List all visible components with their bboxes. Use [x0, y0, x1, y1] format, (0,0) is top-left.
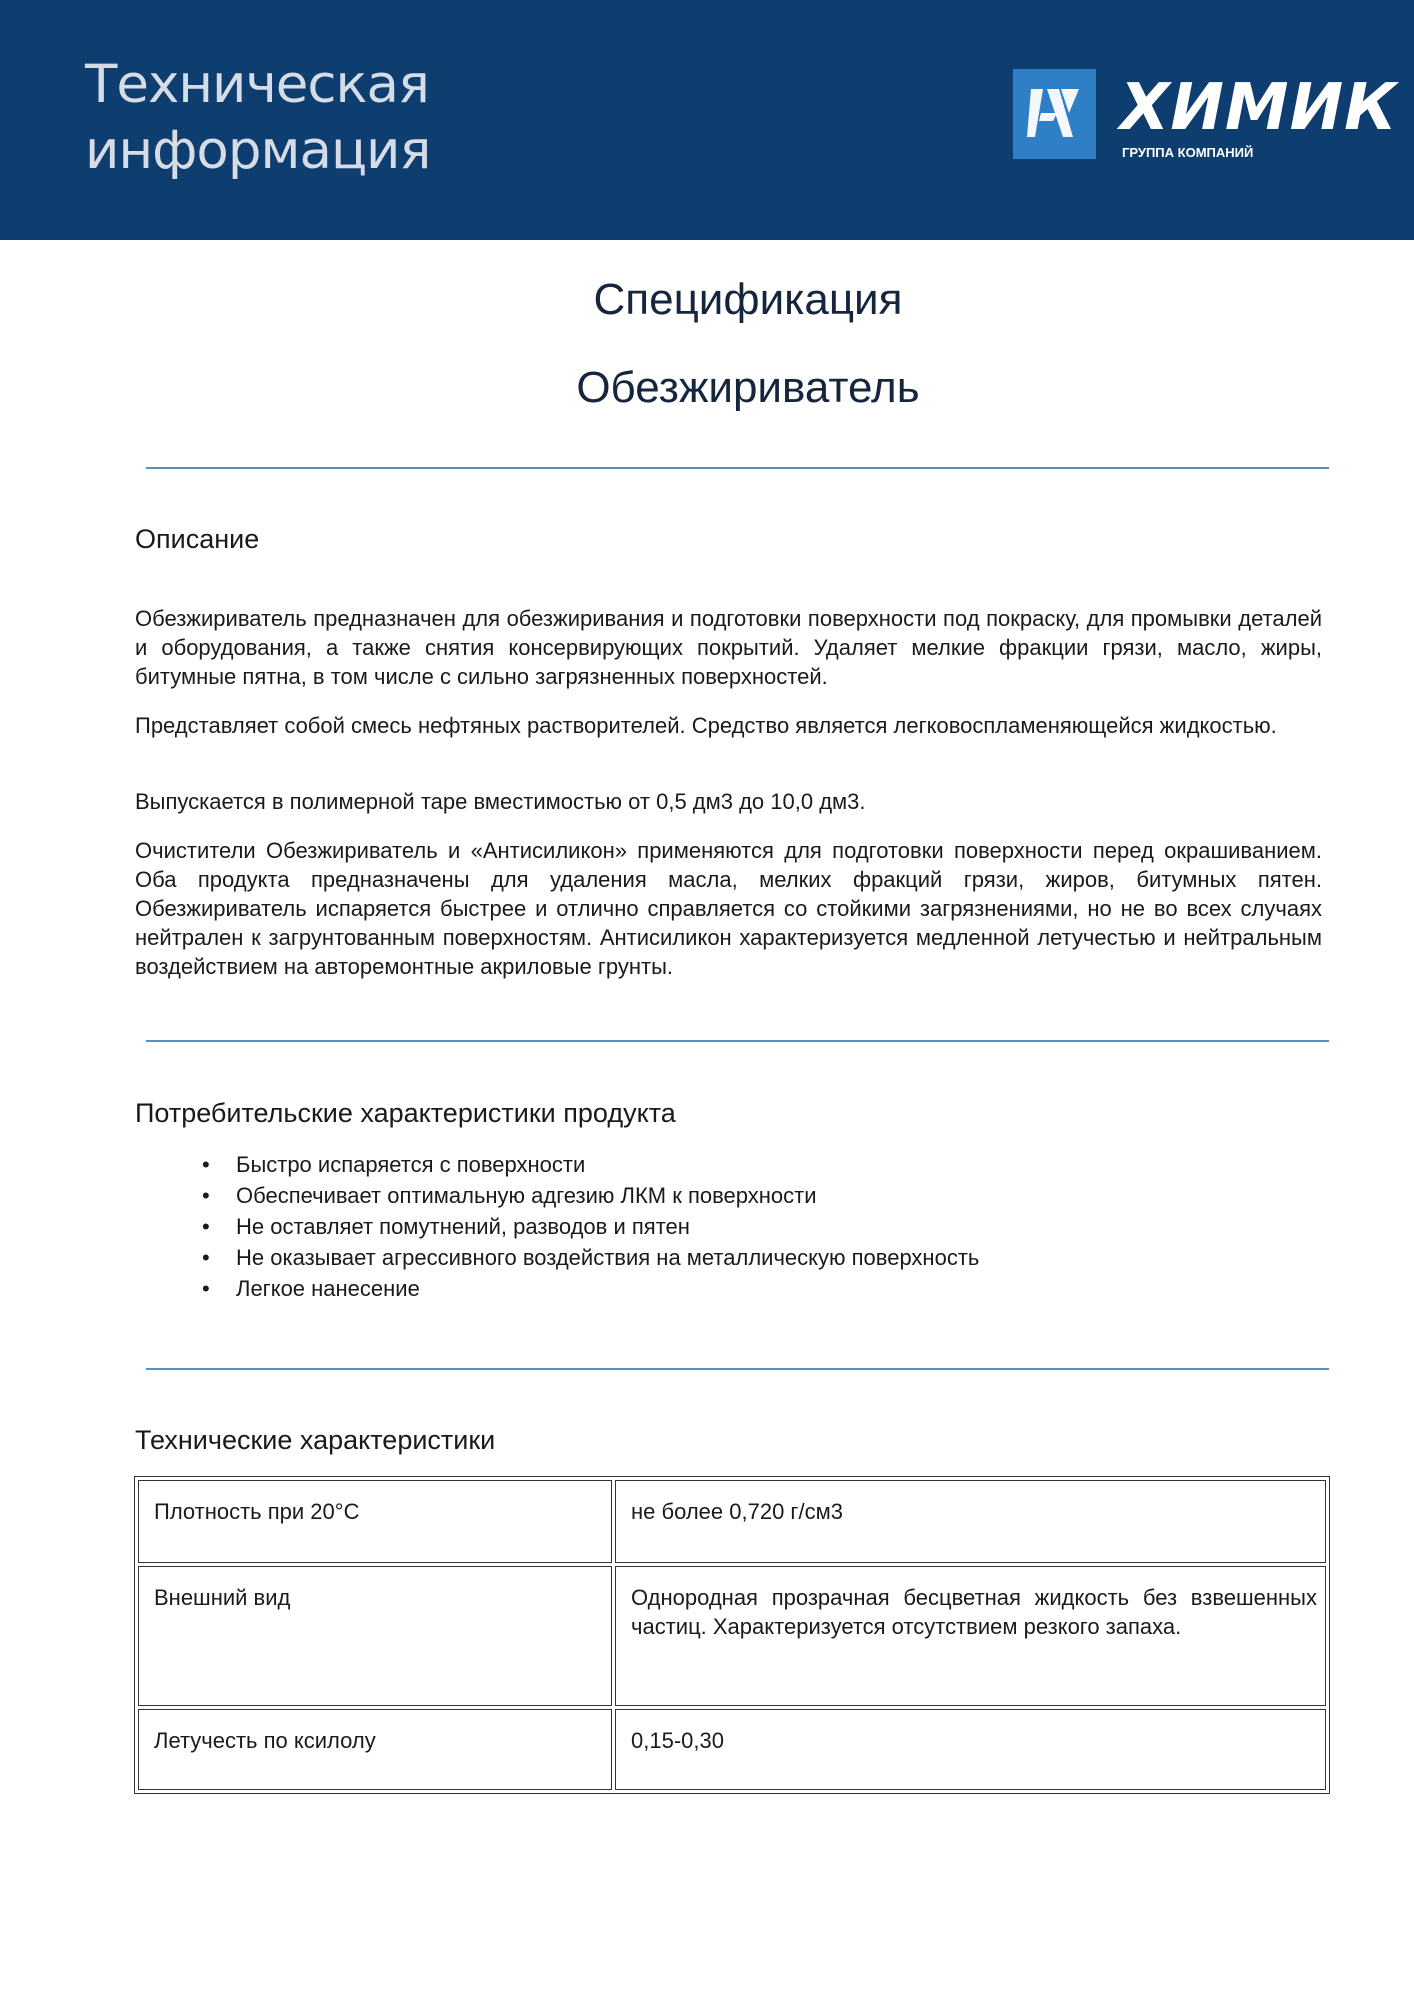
bullet-icon: •	[202, 1183, 210, 1208]
spec-name: Летучесть по ксилолу	[138, 1709, 612, 1790]
header-title-line1: Техническая	[85, 54, 429, 115]
list-item	[135, 1149, 1235, 1180]
brand-subtitle: ГРУППА КОМПАНИЙ	[1122, 145, 1254, 160]
technical-specs-table	[134, 1476, 1330, 1794]
spec-name: Плотность при 20°С	[138, 1480, 612, 1563]
list-item-text: Не оставляет помутнений, разводов и пятен	[236, 1214, 690, 1239]
list-item	[135, 1180, 1235, 1211]
spec-value: 0,15-0,30	[615, 1709, 1326, 1790]
document-type: Спецификация	[593, 275, 903, 324]
description-paragraph-2: Представляет собой смесь нефтяных растворителей. Средство является легковоспламеняющейся жидкостью.	[135, 713, 1277, 738]
bullet-icon: •	[202, 1245, 210, 1270]
list-item	[135, 1242, 1235, 1273]
spec-value: Однородная прозрачная бесцветная жидкость без взвешенных частиц. Характеризуется отсутствием резкого запаха.	[615, 1566, 1326, 1706]
divider-1	[146, 467, 1329, 469]
list-item-text: Не оказывает агрессивного воздействия на металлическую поверхность	[236, 1245, 980, 1270]
description-paragraph-4: Очистители Обезжириватель и «Антисиликон» применяются для подготовки поверхности перед окрашиванием. Оба продукта предназначены для удаления масла, мелких фракций грязи, жиров, битумных пятен. Обезжириватель испаряется быстрее и отлично справляется со стойкими загрязнениями, но не во всех случаях нейтрален к загрунтованным поверхностям. Антисиликон характеризуется медленной летучестью и нейтральным воздействием на авторемонтные акриловые грунты.	[135, 838, 1322, 979]
product-name: Обезжириватель	[576, 363, 920, 412]
description-paragraph-1: Обезжириватель предназначен для обезжиривания и подготовки поверхности под покраску, для промывки деталей и оборудования, а также снятия консервирующих покрытий. Удаляет мелкие фракции грязи, масло, жиры, битумные пятна, в том числе с сильно загрязненных поверхностей.	[135, 606, 1322, 689]
divider-3	[146, 1368, 1329, 1370]
list-item	[135, 1273, 1235, 1304]
section-heading-technical: Технические характеристики	[135, 1425, 496, 1455]
list-item-text: Обеспечивает оптимальную адгезию ЛКМ к поверхности	[236, 1183, 817, 1208]
list-item-text: Быстро испаряется с поверхности	[236, 1152, 586, 1177]
section-heading-description: Описание	[135, 524, 260, 554]
table-row	[138, 1566, 1326, 1706]
table-row	[138, 1709, 1326, 1790]
consumer-features-list	[135, 1149, 1235, 1304]
header-title-line2: информация	[85, 120, 431, 181]
brand-logo-mark-icon	[1013, 69, 1096, 159]
bullet-icon: •	[202, 1214, 210, 1239]
list-item	[135, 1211, 1235, 1242]
brand-name: ХИМИК	[1120, 71, 1398, 145]
divider-2	[146, 1040, 1329, 1042]
header-title	[85, 52, 430, 184]
table-row	[138, 1480, 1326, 1563]
description-paragraph-3: Выпускается в полимерной таре вместимостью от 0,5 дм3 до 10,0 дм3.	[135, 789, 866, 814]
bullet-icon: •	[202, 1152, 210, 1177]
bullet-icon: •	[202, 1276, 210, 1301]
spec-value: не более 0,720 г/см3	[615, 1480, 1326, 1563]
spec-name: Внешний вид	[138, 1566, 612, 1706]
header-band	[0, 0, 1414, 240]
section-heading-consumer: Потребительские характеристики продукта	[135, 1098, 676, 1128]
list-item-text: Легкое нанесение	[236, 1276, 420, 1301]
